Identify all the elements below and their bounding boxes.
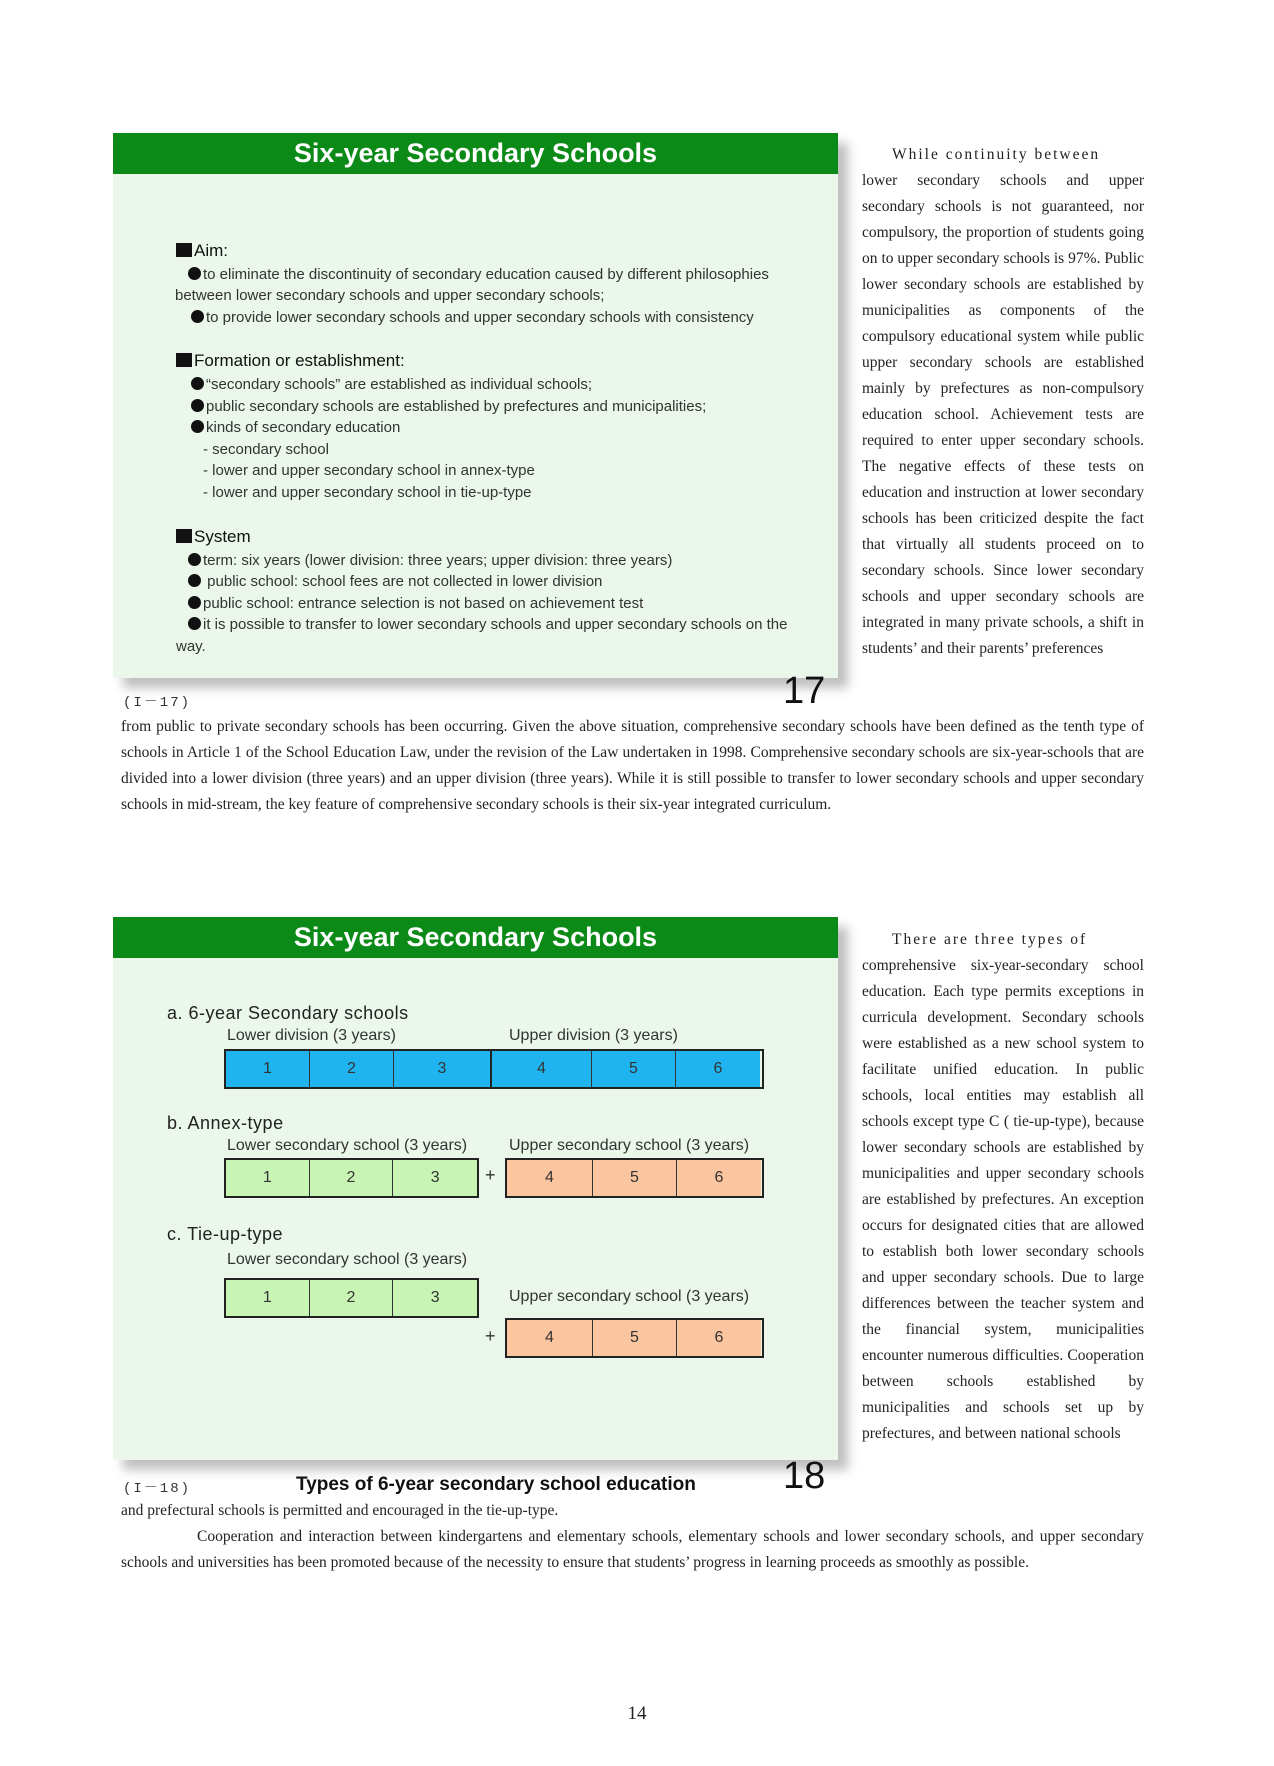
- grade-cell: 1: [226, 1160, 310, 1196]
- type-c-label: c. Tie-up-type: [167, 1224, 284, 1244]
- aim-line: between lower secondary schools and upper secondary schools;: [175, 287, 605, 304]
- slide-code: (I－17): [123, 695, 192, 711]
- bullet-icon: [188, 553, 201, 566]
- type-b-label: b. Annex-type: [167, 1113, 284, 1133]
- system-line: term: six years (lower division: three years; upper division: three years): [188, 552, 672, 569]
- type-b-upper-grades: [505, 1158, 764, 1198]
- paragraph-start: There are three types of: [892, 931, 1088, 948]
- aim-heading: Aim:: [176, 241, 228, 261]
- bullet-icon: [188, 596, 201, 609]
- grade-cell: 5: [592, 1051, 676, 1087]
- system-line: it is possible to transfer to lower secondary schools and upper secondary schools on the: [188, 616, 788, 633]
- grade-cell: 4: [507, 1320, 593, 1356]
- system-line: public school: entrance selection is not based on achievement test: [188, 595, 643, 612]
- bullet-icon: [188, 574, 201, 587]
- system-line: way.: [176, 638, 206, 655]
- grade-cell: 6: [676, 1051, 760, 1087]
- grade-cell: 1: [226, 1280, 310, 1316]
- paragraph-text: Cooperation and interaction between kindergartens and elementary schools, elementary schools and lower secondary schools, and upper secondary schools and universities has been promoted because of the necessity to ensure that students’ progress in learning proceeds as smoothly as possible.: [121, 1528, 1144, 1571]
- square-bullet-icon: [176, 353, 192, 367]
- formation-line: kinds of secondary education: [191, 419, 400, 436]
- slide-title: Six-year Secondary Schools: [113, 133, 838, 174]
- paragraph-continuation: comprehensive six-year-secondary school education. Each type permits exceptions in curricula development. Secondary schools were established as a new school system to facilitate unified education. In public schools, local entities may establish all schools except type C ( tie-up-type), because lower secondary schools are established by municipalities and upper secondary schools are established by prefectures. An exception occurs for designated cities that are allowed to establish both lower secondary schools and upper secondary schools. Due to large differences between the teacher system and the financial system, municipalities encounter numerous difficulties. Cooperation between schools established by municipalities and schools set up by prefectures, and between national schools: [862, 957, 1144, 1442]
- bullet-icon: [191, 310, 204, 323]
- slide-number: 17: [783, 670, 826, 712]
- system-heading: System: [176, 527, 251, 547]
- grade-cell: 3: [394, 1051, 492, 1087]
- bullet-icon: [191, 399, 204, 412]
- paragraph-text: from public to private secondary schools has been occurring. Given the above situation, comprehensive secondary schools have been defined as the tenth type of schools in Article 1 of the School Education Law, under the revision of the Law undertaken in 1998. Comprehensive secondary schools are six-year-schools that are divided into a lower division (three years) and an upper division (three years). While it is still possible to transfer to lower secondary schools and upper secondary schools in mid-stream, the key feature of comprehensive secondary schools is their six-year integrated curriculum.: [121, 718, 1144, 813]
- square-bullet-icon: [176, 243, 192, 257]
- side-paragraph-2: [862, 927, 1144, 1447]
- aim-line: to eliminate the discontinuity of secondary education caused by different philosophies: [188, 266, 769, 283]
- paragraph-continuation: lower secondary schools and upper secondary schools is not guaranteed, nor compulsory, the proportion of students going on to upper secondary schools is 97%. Public lower secondary schools are established by municipalities as components of the compulsory educational system while public upper secondary schools are established mainly by prefectures as non-compulsory education school. Achievement tests are required to enter upper secondary schools. The negative effects of these tests on education and instruction at lower secondary schools has been criticized despite the fact that virtually all students proceed on to secondary schools. Since lower secondary schools and upper secondary schools are integrated in many private schools, a shift in students’ and their parents’ preferences: [862, 172, 1144, 657]
- grade-cell: 3: [393, 1280, 477, 1316]
- side-paragraph-1: [862, 142, 1144, 662]
- grade-cell: 6: [677, 1320, 761, 1356]
- type-b-lower-label: Lower secondary school (3 years): [227, 1137, 468, 1154]
- type-a-upper-label: Upper division (3 years): [509, 1027, 678, 1044]
- system-line: public school: school fees are not collected in lower division: [188, 573, 602, 590]
- formation-subline: - lower and upper secondary school in annex-type: [203, 462, 535, 479]
- square-bullet-icon: [176, 529, 192, 543]
- grade-cell: 1: [226, 1051, 310, 1087]
- paragraph-start: While continuity between: [892, 146, 1101, 163]
- aim-line: to provide lower secondary schools and upper secondary schools with consistency: [191, 309, 754, 326]
- slide-number: 18: [783, 1455, 826, 1497]
- formation-heading: Formation or establishment:: [176, 351, 405, 371]
- diagram-caption: Types of 6-year secondary school education: [296, 1474, 696, 1495]
- plus-sign: +: [485, 1326, 496, 1346]
- slide-18: [113, 917, 838, 1497]
- slide-title: Six-year Secondary Schools: [113, 917, 838, 958]
- type-b-upper-label: Upper secondary school (3 years): [509, 1137, 750, 1154]
- full-paragraph-2: [121, 1498, 1144, 1576]
- grade-cell: 2: [310, 1051, 394, 1087]
- plus-sign: +: [485, 1165, 496, 1185]
- type-c-upper-grades: [505, 1318, 764, 1358]
- formation-subline: - lower and upper secondary school in tie-up-type: [203, 484, 532, 501]
- type-c-lower-grades: [224, 1278, 479, 1318]
- grade-cell: 6: [677, 1160, 761, 1196]
- formation-line: public secondary schools are established by prefectures and municipalities;: [191, 398, 706, 415]
- grade-cell: 5: [593, 1160, 677, 1196]
- type-a-grades: [224, 1049, 764, 1089]
- grade-cell: 3: [393, 1160, 477, 1196]
- slide-17: [113, 133, 838, 712]
- bullet-icon: [188, 267, 201, 280]
- grade-cell: 4: [507, 1160, 593, 1196]
- slide-code: (I－18): [123, 1481, 192, 1497]
- type-b-lower-grades: [224, 1158, 479, 1198]
- formation-line: “secondary schools” are established as individual schools;: [191, 376, 592, 393]
- paragraph-text: and prefectural schools is permitted and encouraged in the tie-up-type.: [121, 1502, 559, 1519]
- formation-subline: - secondary school: [203, 441, 329, 458]
- type-c-upper-label: Upper secondary school (3 years): [509, 1288, 750, 1305]
- page-number: 14: [627, 1703, 647, 1724]
- type-a-label: a. 6-year Secondary schools: [167, 1003, 409, 1023]
- grade-cell: 5: [593, 1320, 677, 1356]
- grade-cell: 4: [492, 1051, 592, 1087]
- full-paragraph-1: [121, 714, 1144, 818]
- grade-cell: 2: [310, 1280, 394, 1316]
- bullet-icon: [188, 617, 201, 630]
- bullet-icon: [191, 377, 204, 390]
- grade-cell: 2: [310, 1160, 394, 1196]
- bullet-icon: [191, 420, 204, 433]
- type-c-lower-label: Lower secondary school (3 years): [227, 1251, 468, 1268]
- type-a-lower-label: Lower division (3 years): [227, 1027, 396, 1044]
